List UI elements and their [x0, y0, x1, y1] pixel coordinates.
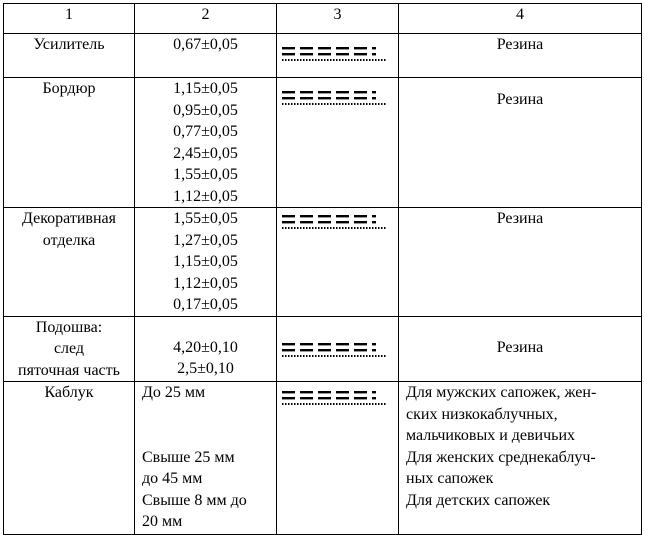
- stitch-dash: [282, 391, 295, 393]
- stitch-dash: [354, 47, 367, 49]
- thickness-value: 1,15±0,05: [173, 253, 238, 270]
- material-text: Резина: [496, 210, 544, 227]
- material-cell: [399, 382, 642, 535]
- stitch-pattern-icon: [282, 388, 398, 408]
- material-text: Для женских среднекаблуч-: [406, 448, 596, 466]
- part-name: отделка: [42, 231, 96, 249]
- stitch-dash: [336, 53, 349, 55]
- stitch-dash: [336, 343, 349, 345]
- stitch-dash: [372, 397, 376, 399]
- spec-table: [3, 3, 642, 535]
- stitch-dash: [318, 349, 331, 351]
- thickness-value: 1,15±0,05: [173, 80, 238, 97]
- part-name: Усилитель: [33, 36, 105, 53]
- table-row: [4, 78, 642, 208]
- stitch-dash: [354, 215, 367, 217]
- part-cell: [4, 208, 135, 317]
- stitch-dash: [318, 47, 331, 49]
- stitch-dash: [336, 391, 349, 393]
- stitch-dash: [354, 349, 367, 351]
- symbol-cell: [277, 34, 399, 78]
- stitch-pattern-icon: [282, 44, 398, 64]
- material-text: Резина: [496, 91, 544, 108]
- stitch-dash: [318, 91, 331, 93]
- material-cell: [399, 34, 642, 78]
- stitch-dash: [336, 91, 349, 93]
- thickness-value: 0,95±0,05: [173, 101, 238, 119]
- material-text: ских низкокаблучных,: [406, 405, 558, 423]
- thickness-value: 1,12±0,05: [173, 187, 238, 205]
- stitch-dash: [300, 221, 313, 223]
- thickness-value: 2,45±0,05: [173, 144, 238, 162]
- table-row: [4, 316, 642, 382]
- thickness-value: 0,67±0,05: [173, 36, 238, 53]
- stitch-dash: [300, 47, 313, 49]
- stitch-dash: [282, 349, 295, 351]
- stitch-dash: [372, 221, 376, 223]
- stitch-dash: [300, 397, 313, 399]
- material-text: Для детских сапожек: [406, 491, 551, 509]
- stitch-dash: [282, 91, 295, 93]
- material-cell: [399, 78, 642, 208]
- stitch-dash: [336, 349, 349, 351]
- symbol-cell: [277, 316, 399, 382]
- part-cell: [4, 316, 135, 382]
- stitch-dash: [372, 391, 376, 393]
- stitch-dash: [318, 221, 331, 223]
- symbol-cell: [277, 382, 399, 535]
- stitch-dash: [282, 215, 295, 217]
- stitch-pattern-graphic: [282, 388, 388, 408]
- stitch-pattern-icon: [282, 88, 398, 108]
- col-header-3: 3: [277, 4, 399, 34]
- thickness-cell: [135, 78, 277, 208]
- thickness-cell: [135, 316, 277, 382]
- table-row: [4, 34, 642, 78]
- part-cell: [4, 78, 135, 208]
- stitch-dash: [336, 221, 349, 223]
- stitch-dash: [282, 97, 295, 99]
- stitch-dash: [300, 91, 313, 93]
- stitch-dash: [318, 397, 331, 399]
- thickness-value: 4,20±0,10: [173, 338, 238, 356]
- stitch-dash: [300, 215, 313, 217]
- thickness-value: 1,12±0,05: [173, 274, 238, 292]
- part-name: пяточная часть: [18, 361, 120, 379]
- stitch-dash: [372, 91, 376, 93]
- table-row: [4, 208, 642, 317]
- stitch-dash: [300, 53, 313, 55]
- stitch-dash: [336, 97, 349, 99]
- stitch-dash: [372, 349, 376, 351]
- stitch-dash: [282, 343, 295, 345]
- stitch-dash: [372, 47, 376, 49]
- spacer: [142, 404, 276, 447]
- material-text: Для мужских сапожек, жен-: [406, 384, 597, 401]
- stitch-dash: [354, 391, 367, 393]
- stitch-pattern-graphic: [282, 340, 388, 360]
- part-name: след: [53, 340, 85, 357]
- stitch-dash: [372, 53, 376, 55]
- thickness-value: До 25 мм: [142, 384, 206, 401]
- thickness-value: 20 мм: [142, 513, 183, 530]
- thickness-value: 1,27±0,05: [173, 231, 238, 249]
- thickness-cell: [135, 34, 277, 78]
- stitch-dash: [300, 391, 313, 393]
- col-header-2: 2: [135, 4, 277, 34]
- stitch-dash: [354, 97, 367, 99]
- material-text: Резина: [496, 36, 544, 53]
- stitch-dash: [318, 391, 331, 393]
- stitch-dash: [282, 221, 295, 223]
- material-text: Резина: [496, 338, 544, 356]
- stitch-pattern-graphic: [282, 88, 388, 108]
- stitch-dash: [282, 397, 295, 399]
- stitch-dash: [372, 215, 376, 217]
- col-header-4: 4: [399, 4, 642, 34]
- stitch-dash: [336, 215, 349, 217]
- stitch-dash: [318, 343, 331, 345]
- material-cell: [399, 208, 642, 317]
- stitch-dash: [336, 47, 349, 49]
- symbol-cell: [277, 208, 399, 317]
- part-cell: [4, 382, 135, 535]
- stitch-dash: [300, 343, 313, 345]
- stitch-pattern-icon: [282, 340, 398, 360]
- thickness-value: 1,55±0,05: [173, 210, 238, 227]
- stitch-dash: [318, 215, 331, 217]
- stitch-dash: [282, 53, 295, 55]
- stitch-dash: [354, 343, 367, 345]
- material-text: ных сапожек: [406, 470, 494, 487]
- material-text: мальчиковых и девичьих: [406, 427, 576, 444]
- stitch-dash: [354, 221, 367, 223]
- thickness-value: 0,77±0,05: [173, 123, 238, 140]
- part-name: Декоративная: [22, 210, 116, 227]
- part-cell: [4, 34, 135, 78]
- stitch-pattern-icon: [282, 212, 398, 232]
- stitch-pattern-graphic: [282, 44, 388, 64]
- stitch-dash: [300, 349, 313, 351]
- thickness-value: 2,5±0,10: [177, 360, 234, 377]
- stitch-dash: [318, 97, 331, 99]
- col-header-1: 1: [4, 4, 135, 34]
- symbol-cell: [277, 78, 399, 208]
- thickness-value: 0,17±0,05: [173, 296, 238, 313]
- header-row: [4, 4, 642, 34]
- material-cell: [399, 316, 642, 382]
- stitch-dash: [354, 53, 367, 55]
- stitch-pattern-graphic: [282, 212, 388, 232]
- part-name: Подошва:: [35, 318, 103, 336]
- thickness-value: Свыше 25 мм: [142, 448, 235, 466]
- thickness-cell: [135, 382, 277, 535]
- thickness-value: до 45 мм: [142, 470, 203, 487]
- stitch-dash: [372, 343, 376, 345]
- table-row: [4, 382, 642, 535]
- stitch-dash: [300, 97, 313, 99]
- stitch-dash: [354, 91, 367, 93]
- stitch-dash: [282, 47, 295, 49]
- stitch-dash: [354, 397, 367, 399]
- thickness-cell: [135, 208, 277, 317]
- stitch-dash: [372, 97, 376, 99]
- part-name: Бордюр: [42, 80, 96, 97]
- thickness-value: 1,55±0,05: [173, 166, 238, 183]
- stitch-dash: [336, 397, 349, 399]
- thickness-value: Свыше 8 мм до: [142, 491, 247, 509]
- part-name: Каблук: [44, 384, 94, 401]
- stitch-dash: [318, 53, 331, 55]
